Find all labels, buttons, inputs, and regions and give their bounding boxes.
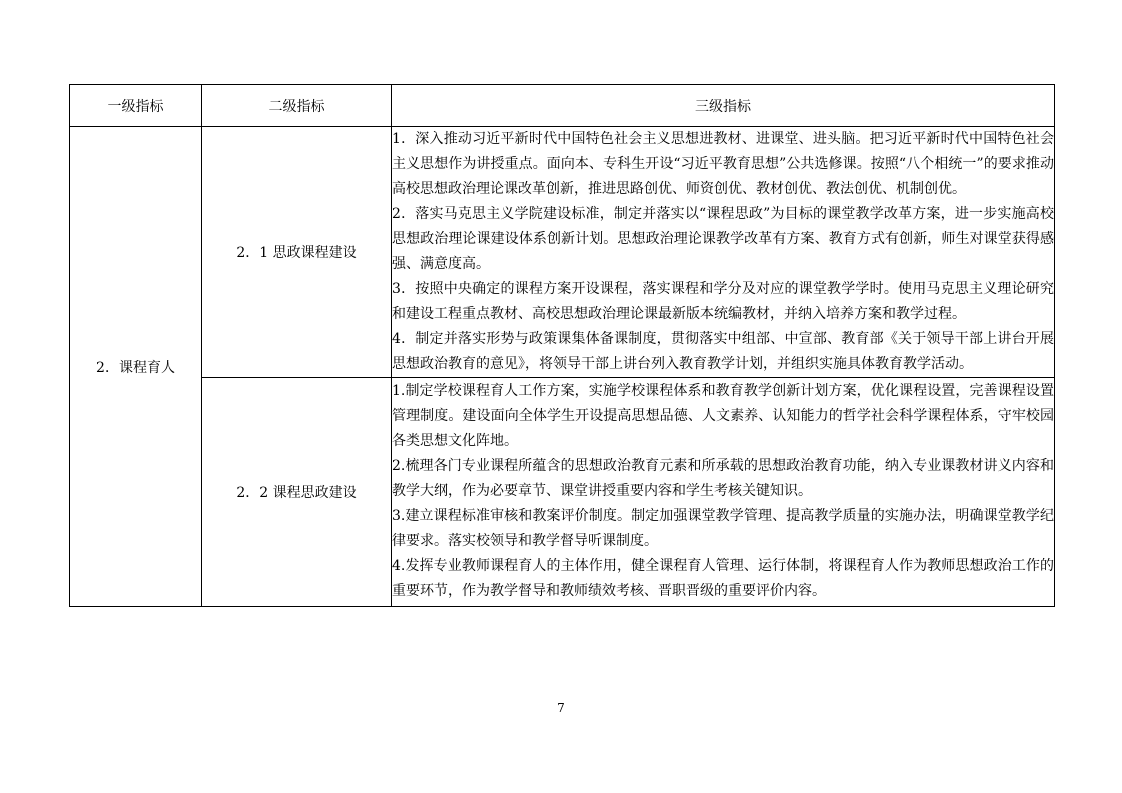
level3-item: 2.梳理各门专业课程所蕴含的思想政治教育元素和所承载的思想政治教育功能，纳入专业课教材讲义内容和教学大纲，作为必要章节、课堂讲授重要内容和学生考核关键知识。: [392, 458, 1054, 499]
header-level3: 三级指标: [392, 85, 1055, 127]
level2-cell: 2．2 课程思政建设: [202, 378, 392, 607]
level2-cell: 2．1 思政课程建设: [202, 127, 392, 378]
level3-item: 1.制定学校课程育人工作方案，实施学校课程体系和教育教学创新计划方案，优化课程设置，完善课程设置管理制度。建设面向全体学生开设提高思想品德、人文素养、认知能力的哲学社会科学课程体系，守牢校园各类思想文化阵地。: [392, 383, 1054, 449]
level3-cell: [392, 378, 1055, 607]
level3-item: 3．按照中央确定的课程方案开设课程，落实课程和学分及对应的课堂教学学时。使用马克思主义理论研究和建设工程重点教材、高校思想政治理论课最新版本统编教材，并纳入培养方案和教学过程。: [392, 281, 1054, 322]
table-header-row: [70, 85, 1055, 127]
table-row: [70, 378, 1055, 607]
level3-item: 2．落实马克思主义学院建设标准，制定并落实以“课程思政”为目标的课堂教学改革方案，进一步实施高校思想政治理论课建设体系创新计划。思想政治理论课教学改革有方案、教育方式有创新，师生对课堂获得感强、满意度高。: [392, 206, 1054, 272]
header-level2: 二级指标: [202, 85, 392, 127]
page-number: 7: [557, 701, 565, 715]
level3-item: 3.建立课程标准审核和教案评价制度。制定加强课堂教学管理、提高教学质量的实施办法，明确课堂教学纪律要求。落实校领导和教学督导听课制度。: [392, 508, 1054, 549]
header-level1: 一级指标: [70, 85, 202, 127]
indicator-table: [69, 84, 1055, 607]
level3-cell: [392, 127, 1055, 378]
table-row: [70, 127, 1055, 378]
level3-item: 4.发挥专业教师课程育人的主体作用，健全课程育人管理、运行体制，将课程育人作为教师思想政治工作的重要环节，作为教学督导和教师绩效考核、晋职晋级的重要评价内容。: [392, 558, 1054, 599]
level3-item: 1．深入推动习近平新时代中国特色社会主义思想进教材、进课堂、进头脑。把习近平新时代中国特色社会主义思想作为讲授重点。面向本、专科生开设“习近平教育思想”公共选修课。按照“八个相统一”的要求推动高校思想政治理论课改革创新，推进思路创优、师资创优、教材创优、教法创优、机制创优。: [392, 131, 1054, 197]
level3-item: 4．制定并落实形势与政策课集体备课制度，贯彻落实中组部、中宣部、教育部《关于领导干部上讲台开展思想政治教育的意见》，将领导干部上讲台列入教育教学计划，并组织实施具体教育教学活动。: [392, 331, 1054, 372]
level1-cell: 2．课程育人: [70, 127, 202, 607]
